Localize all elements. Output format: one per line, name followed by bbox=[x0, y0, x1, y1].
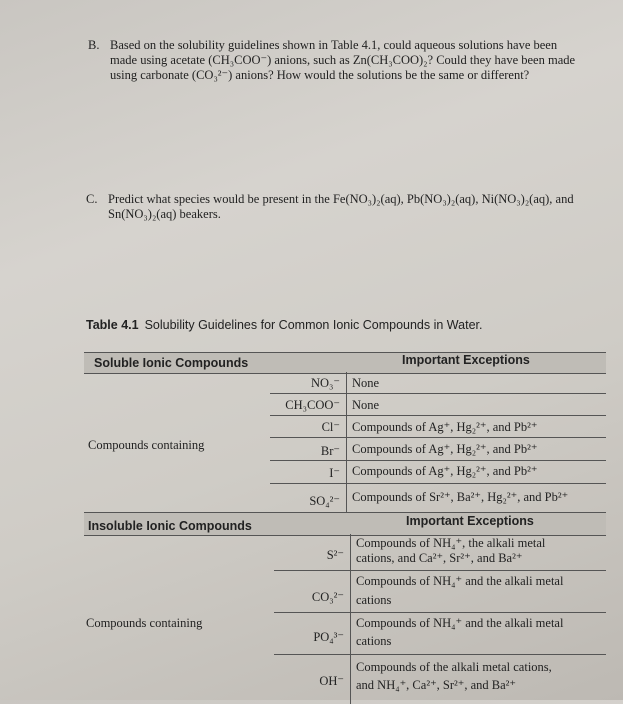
insoluble-exception-line2: cations bbox=[356, 593, 392, 607]
insoluble-header: Insoluble Ionic Compounds bbox=[88, 519, 252, 533]
insoluble-header-bar bbox=[84, 512, 606, 536]
soluble-ion: CH₃COO⁻ bbox=[285, 398, 340, 412]
row-divider bbox=[270, 437, 606, 438]
soluble-exceptions-header: Important Exceptions bbox=[402, 353, 530, 367]
row-divider bbox=[270, 483, 606, 484]
question-c-text: Predict what species would be present in the Fe(NO₃)₂(aq), Pb(NO₃)₂(aq), Ni(NO₃)₂(aq), and Sn(NO₃)₂(aq) beakers. bbox=[108, 192, 574, 221]
insoluble-exceptions-header: Important Exceptions bbox=[406, 514, 534, 528]
soluble-exception: Compounds of Ag⁺, Hg₂²⁺, and Pb²⁺ bbox=[352, 442, 538, 456]
soluble-exception: Compounds of Sr²⁺, Ba²⁺, Hg₂²⁺, and Pb²⁺ bbox=[352, 490, 569, 504]
soluble-exception: Compounds of Ag⁺, Hg₂²⁺, and Pb²⁺ bbox=[352, 464, 538, 478]
row-divider bbox=[274, 654, 606, 655]
row-divider bbox=[274, 612, 606, 613]
soluble-exception: None bbox=[352, 398, 380, 412]
table-caption bbox=[86, 318, 482, 332]
soluble-exception: Compounds of Ag⁺, Hg₂²⁺, and Pb²⁺ bbox=[352, 420, 538, 434]
insoluble-group-label: Compounds containing bbox=[86, 616, 203, 630]
soluble-group-label: Compounds containing bbox=[88, 438, 205, 452]
table-label: Table 4.1 bbox=[86, 318, 139, 332]
solubility-table bbox=[84, 344, 606, 704]
soluble-header: Soluble Ionic Compounds bbox=[94, 356, 249, 370]
insoluble-ion: CO₃²⁻ bbox=[311, 590, 344, 604]
insoluble-exception-line2: and NH₄⁺, Ca²⁺, Sr²⁺, and Ba²⁺ bbox=[356, 678, 517, 692]
insoluble-exception-line1: Compounds of NH₄⁺ and the alkali metal bbox=[356, 574, 564, 588]
insoluble-exception-line2: cations, and Ca²⁺, Sr²⁺, and Ba²⁺ bbox=[356, 551, 523, 565]
question-b-text: Based on the solubility guidelines shown in Table 4.1, could aqueous solutions have been made using acetate (CH₃COO⁻) anions, such as Zn(CH₃COO)₂? Could they have been made using carbonate (CO₃²⁻) anions? How would the solutions be the same or different? bbox=[110, 38, 576, 82]
question-c-letter: C. bbox=[86, 192, 98, 206]
insoluble-ion: PO₄³⁻ bbox=[313, 630, 344, 644]
insoluble-ion: S²⁻ bbox=[326, 548, 344, 562]
row-divider bbox=[270, 415, 606, 416]
row-divider bbox=[270, 393, 606, 394]
row-divider bbox=[274, 570, 606, 571]
insoluble-exception-line2: cations bbox=[356, 634, 392, 648]
insoluble-exception-line1: Compounds of NH₄⁺ and the alkali metal bbox=[356, 616, 564, 630]
ion-divider-insoluble bbox=[350, 534, 351, 704]
insoluble-exception-line1: Compounds of the alkali metal cations, bbox=[356, 660, 552, 674]
soluble-exception: None bbox=[352, 376, 380, 390]
question-c bbox=[86, 192, 588, 222]
row-divider bbox=[270, 460, 606, 461]
table-caption-text: Solubility Guidelines for Common Ionic Compounds in Water. bbox=[144, 318, 483, 332]
question-b bbox=[88, 38, 580, 83]
insoluble-ion: OH⁻ bbox=[319, 674, 344, 688]
soluble-ion: I⁻ bbox=[329, 466, 340, 480]
soluble-ion: Br⁻ bbox=[320, 444, 340, 458]
insoluble-exception-line1: Compounds of NH₄⁺, the alkali metal bbox=[356, 536, 546, 550]
soluble-ion: Cl⁻ bbox=[321, 420, 340, 434]
soluble-ion: SO₄²⁻ bbox=[309, 494, 340, 508]
question-b-letter: B. bbox=[88, 38, 100, 52]
soluble-ion: NO₃⁻ bbox=[310, 376, 340, 390]
soluble-header-bar bbox=[84, 352, 606, 374]
